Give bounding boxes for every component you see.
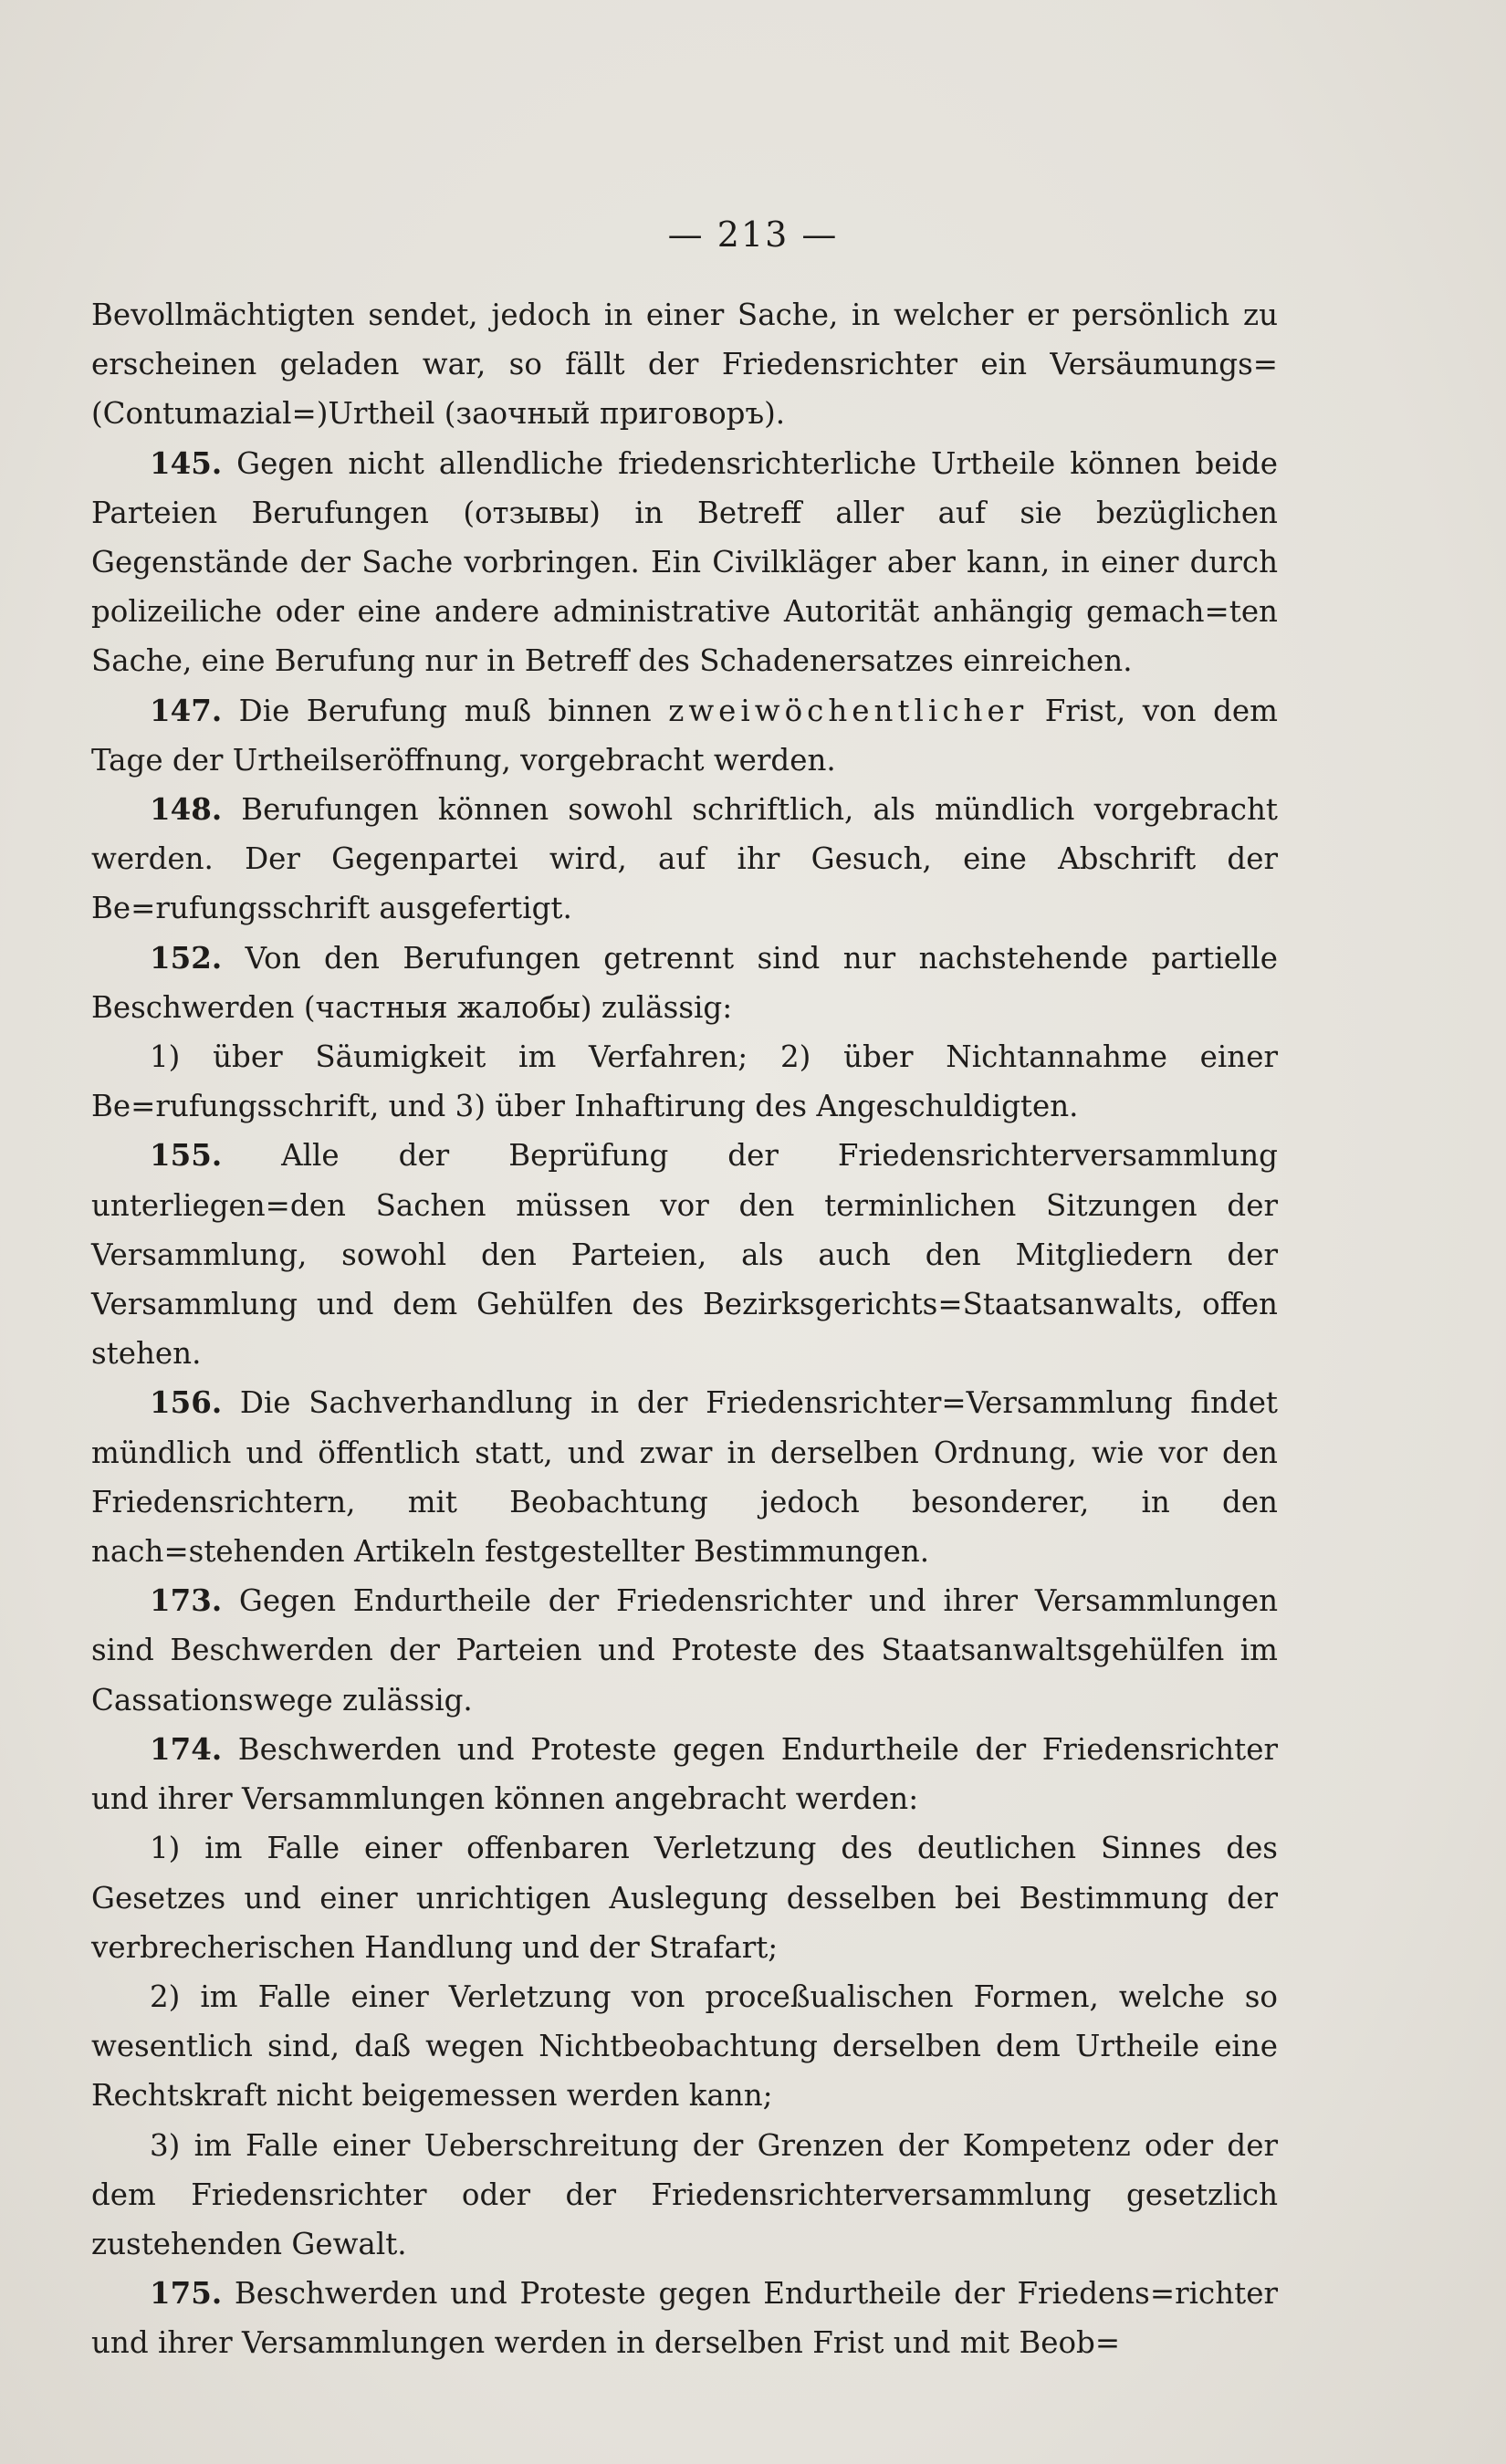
- paragraph-text: Beschwerden und Proteste gegen Endurtheile der Friedens=richter und ihrer Versammlungen werden in derselben Frist und mit Beob=: [91, 2276, 1278, 2361]
- paragraph-174-item-2: [91, 1972, 1278, 2121]
- paragraph-152-list: [91, 1032, 1278, 1131]
- paragraph-text-lead: Die Berufung muß binnen: [238, 693, 652, 728]
- paragraph-text: Beschwerden und Proteste gegen Endurtheile der Friedensrichter und ihrer Versammlungen können angebracht werden:: [91, 1731, 1278, 1817]
- paragraph-text: Bevollmächtigten sendet, jedoch in einer Sache, in welcher er persönlich zu erscheinen geladen war, so fällt der Friedensrichter ein Versäumungs=(Contumazial=)Urtheil (заочный приговоръ).: [91, 298, 1278, 432]
- paragraph-147: [91, 686, 1278, 785]
- paragraph-174: [91, 1725, 1278, 1823]
- paragraph-148: [91, 785, 1278, 934]
- paragraph-text: Alle der Beprüfung der Friedensrichterversammlung unterliegen=den Sachen müssen vor den terminlichen Sitzungen der Versammlung, sowohl den Parteien, als auch den Mitgliedern der Versammlung und dem Gehülfen des Bezirksgerichts=Staatsanwalts, offen stehen.: [91, 1138, 1278, 1372]
- paragraph-text: Gegen Endurtheile der Friedensrichter und ihrer Versammlungen sind Beschwerden der Parteien und Proteste des Staatsanwaltsgehülfen im Cassationswege zulässig.: [91, 1583, 1278, 1717]
- page-number: — 213 —: [667, 214, 839, 255]
- paragraph-text: Die Sachverhandlung in der Friedensrichter=Versammlung findet mündlich und öffentlich statt, und zwar in derselben Ordnung, wie vor den Friedensrichtern, mit Beobachtung jedoch besonderer, in den nach=stehenden Artikeln festgestellter Bestimmungen.: [91, 1385, 1278, 1570]
- paragraph-text: Von den Berufungen getrennt sind nur nachstehende partielle Beschwerden (частныя жалобы) zulässig:: [91, 940, 1278, 1025]
- emphasized-text: zweiwöchentlicher: [668, 693, 1029, 728]
- paragraph-155: [91, 1131, 1278, 1378]
- paragraph-173: [91, 1576, 1278, 1725]
- paragraph-152: [91, 934, 1278, 1032]
- paragraph: [91, 290, 1278, 439]
- article-number: 147.: [150, 692, 223, 728]
- paragraph-156: [91, 1378, 1278, 1576]
- paragraph-text: Frist, von dem Tage der Urtheilseröffnung, vorgebracht werden.: [91, 693, 1278, 778]
- paragraph-text: 3) im Falle einer Ueberschreitung der Grenzen der Kompetenz oder der dem Friedensrichter oder der Friedensrichterversammlung gesetzlich zustehenden Gewalt.: [91, 2127, 1278, 2261]
- article-number: 156.: [150, 1384, 223, 1421]
- paragraph-text: 1) im Falle einer offenbaren Verletzung des deutlichen Sinnes des Gesetzes und einer unrichtigen Auslegung desselben bei Bestimmung der verbrecherischen Handlung und der Strafart;: [91, 1831, 1278, 1965]
- article-number: 155.: [150, 1137, 223, 1174]
- article-number: 145.: [150, 444, 223, 481]
- paragraph-text: 2) im Falle einer Verletzung von proceßualischen Formen, welche so wesentlich sind, daß wegen Nichtbeobachtung derselben dem Urtheile eine Rechtskraft nicht beigemessen werden kann;: [91, 1979, 1278, 2114]
- article-number: 152.: [150, 939, 223, 976]
- paragraph-145: [91, 439, 1278, 686]
- article-number: 148.: [150, 791, 223, 828]
- paragraph-text: 1) über Säumigkeit im Verfahren; 2) über Nichtannahme einer Be=rufungsschrift, und 3) über Inhaftirung des Angeschuldigten.: [91, 1039, 1278, 1124]
- paragraph-175: [91, 2269, 1278, 2367]
- article-number: 175.: [150, 2275, 223, 2312]
- paragraph-174-item-3: [91, 2121, 1278, 2270]
- paragraph-text: Gegen nicht allendliche friedensrichterliche Urtheile können beide Parteien Berufungen (отзывы) in Betreff aller auf sie bezüglichen Gegenstände der Sache vorbringen. Ein Civilkläger aber kann, in einer durch polizeiliche oder eine andere administrative Autorität anhängig gemach=ten Sache, eine Berufung nur in Betreff des Schadenersatzes einreichen.: [91, 445, 1278, 679]
- paragraph-174-item-1: [91, 1823, 1278, 1972]
- article-number: 173.: [150, 1582, 223, 1619]
- article-number: 174.: [150, 1730, 223, 1767]
- document-body: [91, 290, 1278, 2368]
- paragraph-text: Berufungen können sowohl schriftlich, als mündlich vorgebracht werden. Der Gegenpartei wird, auf ihr Gesuch, eine Abschrift der Be=rufungsschrift ausgefertigt.: [91, 792, 1278, 926]
